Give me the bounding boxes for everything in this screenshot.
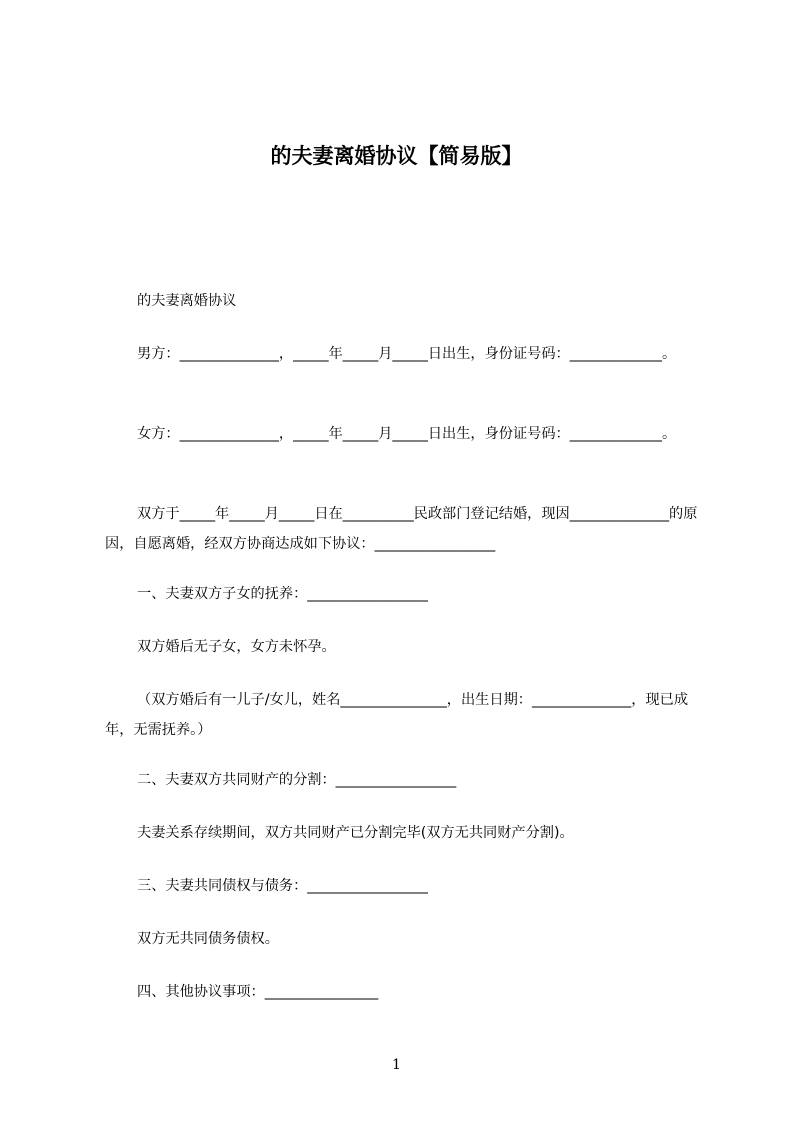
paragraph-heading: 的夫妻离婚协议 <box>137 293 237 309</box>
page-number: 1 <box>392 1057 401 1073</box>
paragraph-section-2-heading: 二、夫妻双方共同财产的分割：_________________ <box>137 772 457 788</box>
paragraph-section-1-heading: 一、夫妻双方子女的抚养：_________________ <box>137 586 428 602</box>
document-title: 的夫妻离婚协议【简易版】 <box>270 144 523 168</box>
paragraph-male-party: 男方：______________，_____年_____月_____日出生，身份证号码：_____________。 <box>137 346 677 362</box>
paragraph-section-3-body: 双方无共同债务债权。 <box>137 931 279 947</box>
paragraph-section-2-body: 夫妻关系存续期间，双方共同财产已分割完毕(双方无共同财产分割)。 <box>137 825 574 841</box>
paragraph-female-party: 女方：______________，_____年_____月_____日出生，身份证号码：_____________。 <box>137 426 677 442</box>
paragraph-marriage-info: 双方于_____年_____月_____日在__________民政部门登记结婚，现因______________的原因，自愿离婚，经双方协商达成如下协议：_________________ <box>105 506 698 552</box>
paragraph-section-1-body: 双方婚后无子女，女方未怀孕。 <box>137 639 336 655</box>
paragraph-section-4-heading: 四、其他协议事项：________________ <box>137 984 379 1000</box>
paragraph-section-1-alt: （双方婚后有一儿子/女儿，姓名_______________，出生日期：______________，现已成年，无需抚养。） <box>105 692 689 738</box>
paragraph-section-3-heading: 三、夫妻共同债权与债务：_________________ <box>137 878 428 894</box>
